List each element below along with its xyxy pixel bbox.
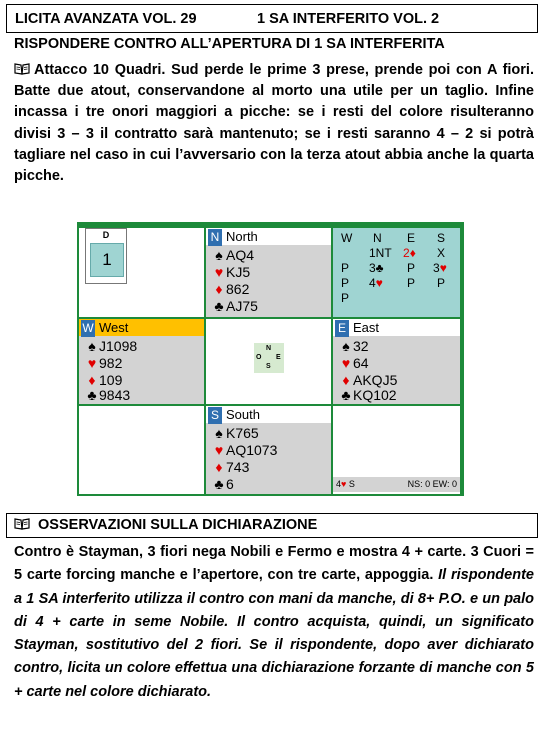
auction-bid: 3♥ xyxy=(433,261,447,275)
auction-header-e: E xyxy=(407,231,416,245)
heart-icon: ♥ xyxy=(341,355,351,371)
page-header xyxy=(6,4,538,32)
book-icon xyxy=(14,518,30,530)
south-name: South xyxy=(226,407,260,422)
club-icon: ♣ xyxy=(214,476,224,492)
south-hand xyxy=(206,406,331,494)
east-tag: E xyxy=(335,320,349,337)
west-hand xyxy=(79,319,204,404)
south-clubs xyxy=(212,476,234,493)
south-clubs-cards: 6 xyxy=(226,476,234,492)
dealer-box xyxy=(85,228,127,284)
west-hearts-cards: 982 xyxy=(99,355,123,371)
east-name: East xyxy=(353,320,380,335)
compass-o: O xyxy=(256,354,262,361)
west-name: West xyxy=(99,320,129,335)
north-clubs xyxy=(212,298,258,315)
south-spades-cards: K765 xyxy=(226,425,259,441)
heart-icon: ♥ xyxy=(214,442,224,458)
north-hand xyxy=(206,228,331,317)
north-diamonds xyxy=(212,281,249,298)
south-tag: S xyxy=(208,407,222,424)
west-name-row xyxy=(79,319,204,336)
spade-icon: ♠ xyxy=(88,338,96,354)
spade-icon: ♠ xyxy=(342,338,350,354)
north-tag: N xyxy=(208,229,222,246)
compass-s: S xyxy=(266,363,271,370)
empty-cell xyxy=(79,406,204,494)
north-name: North xyxy=(226,229,258,244)
east-hand xyxy=(333,319,460,404)
observations-title-row xyxy=(14,517,317,533)
north-spades xyxy=(212,247,254,264)
heart-icon: ♥ xyxy=(87,355,97,371)
auction-bid: P xyxy=(341,291,350,305)
north-name-row xyxy=(206,228,331,245)
spade-icon: ♠ xyxy=(215,425,223,441)
auction-box xyxy=(333,228,460,317)
observations-italic: Il rispondente a 1 SA interferito utilizza il contro con mani da manche, di 8+ P.O. e un palo di 4 + carte in seme Nobile. Il contro acquista, quindi, un significato Stayman, sostitutivo del 2 fiori. Se il rispondente, dopo aver dichiarato contro, licita un colore effettua una dichiarazione forzante di manche con 5 + carte nel colore dichiarato. xyxy=(14,567,534,700)
compass-icon xyxy=(254,343,284,373)
heart-icon: ♥ xyxy=(214,264,224,280)
observations-title: OSSERVAZIONI SULLA DICHIARAZIONE xyxy=(38,517,318,533)
observations-paragraph xyxy=(14,541,534,704)
west-clubs xyxy=(85,387,130,404)
auction-bid: 4♥ xyxy=(369,276,383,290)
east-hearts-cards: 64 xyxy=(353,355,369,371)
auction-bid: P xyxy=(437,276,446,290)
diamond-icon: ♦ xyxy=(342,372,350,388)
bridge-board xyxy=(77,222,464,496)
header-divider xyxy=(6,32,538,33)
diamond-icon: ♦ xyxy=(215,281,223,297)
east-clubs xyxy=(339,387,397,404)
intro-paragraph xyxy=(14,60,534,187)
header-series: LICITA AVANZATA VOL. 29 xyxy=(15,11,197,27)
auction-bid: P xyxy=(407,276,416,290)
diamond-icon: ♦ xyxy=(215,459,223,475)
compass-e: E xyxy=(276,354,281,361)
compass-n: N xyxy=(266,345,272,352)
spade-icon: ♠ xyxy=(215,247,223,263)
auction-bid: 2♦ xyxy=(403,246,416,260)
diamond-icon: ♦ xyxy=(88,372,96,388)
south-name-row xyxy=(206,406,331,423)
board-number: 1 xyxy=(90,243,124,277)
south-hearts-cards: AQ1073 xyxy=(226,442,278,458)
auction-bid: X xyxy=(437,246,446,260)
auction-bid: P xyxy=(341,276,350,290)
board-number-cell xyxy=(79,228,204,317)
result-bar xyxy=(333,477,460,492)
west-hearts xyxy=(85,355,122,372)
west-tag: W xyxy=(82,321,94,335)
north-clubs-cards: AJ75 xyxy=(226,298,258,314)
east-spades-cards: 32 xyxy=(353,338,369,354)
east-diamonds-cards: AKQJ5 xyxy=(353,372,398,388)
intro-text: Attacco 10 Quadri. Sud perde le prime 3 prese, prende poi con A fiori. Batte due atout, conservandone al morto una utile per un taglio. Infine incassa i tre onori maggiori a picche: se i resti del colore risulteranno divisi 3 – 3 il contratto sarà mantenuto; se i resti saranno 4 – 2 si potrà tagliare nel caso in cui l’avversario con la terza atout abbia anche la quarta picche. xyxy=(14,62,534,185)
east-spades xyxy=(339,338,369,355)
contract: 4♥ S xyxy=(336,479,355,489)
result-cell xyxy=(333,406,460,494)
header-volume: 1 SA INTERFERITO VOL. 2 xyxy=(257,11,440,27)
club-icon: ♣ xyxy=(341,387,351,403)
auction-bid: P xyxy=(341,261,350,275)
west-spades-cards: J1098 xyxy=(99,338,138,354)
north-diamonds-cards: 862 xyxy=(226,281,250,297)
north-spades-cards: AQ4 xyxy=(226,247,255,263)
club-icon: ♣ xyxy=(87,387,97,403)
book-icon xyxy=(14,63,30,75)
south-hearts xyxy=(212,442,277,459)
north-hearts xyxy=(212,264,250,281)
observations-plain: Contro è Stayman, 3 fiori nega Nobili e Fermo e mostra 4 + carte. 3 Cuori = 5 carte forcing manche e l’apertore, con tre carte, appoggia. xyxy=(14,544,534,584)
auction-bid: P xyxy=(407,261,416,275)
auction-header-n: N xyxy=(373,231,382,245)
south-diamonds-cards: 743 xyxy=(226,459,250,475)
compass-cell xyxy=(206,319,331,404)
dealer-label: D xyxy=(102,230,110,240)
auction-bid: 3♣ xyxy=(369,261,384,275)
score: NS: 0 EW: 0 xyxy=(407,479,457,489)
north-hearts-cards: KJ5 xyxy=(226,264,251,280)
section-title: RISPONDERE CONTRO ALL’APERTURA DI 1 SA INTERFERITA xyxy=(14,36,445,52)
west-clubs-cards: 9843 xyxy=(99,387,131,403)
south-spades xyxy=(212,425,259,442)
auction-header-s: S xyxy=(437,231,446,245)
auction-bid: 1NT xyxy=(369,246,392,260)
south-diamonds xyxy=(212,459,249,476)
auction-header-w: W xyxy=(341,231,353,245)
east-name-row xyxy=(333,319,460,336)
east-clubs-cards: KQ102 xyxy=(353,387,397,403)
club-icon: ♣ xyxy=(214,298,224,314)
west-diamonds-cards: 109 xyxy=(99,372,123,388)
west-spades xyxy=(85,338,137,355)
observations-divider xyxy=(6,537,538,538)
east-hearts xyxy=(339,355,369,372)
